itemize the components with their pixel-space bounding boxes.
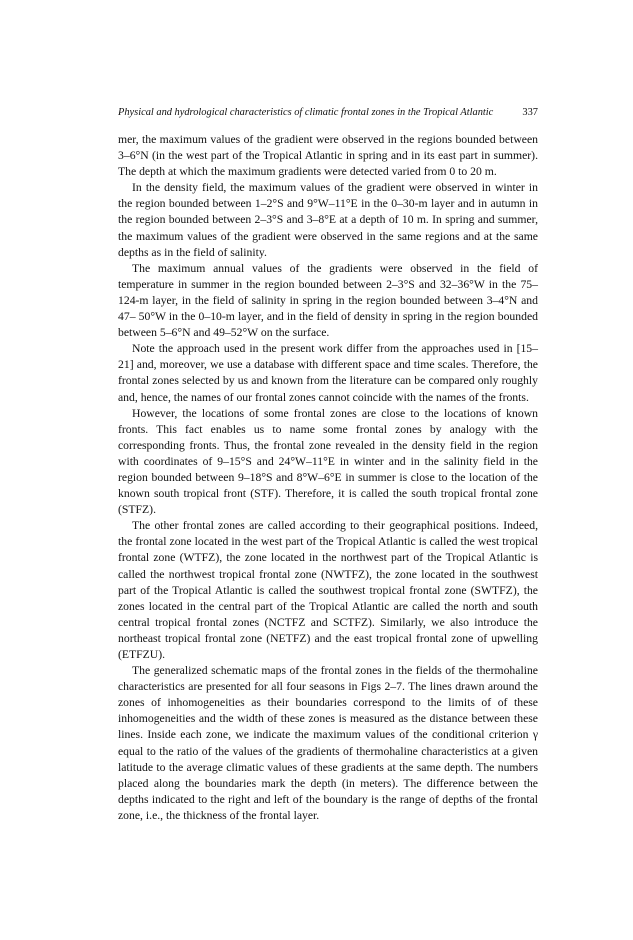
paragraph-known-fronts: However, the locations of some frontal zones are close to the locations of known fronts. This fact enables us to name some frontal zones by analogy with the corresponding fronts. Thus, the frontal zone revealed in the density field in the region with coordinates of 9–15°S and 24°W–11°E in winter and in the salinity field in the region bounded between 9–18°S and 8°W–6°E in summer is close to the location of the known south tropical front (STF). Therefore, it is called the south tropical frontal zone (STFZ). — [118, 406, 538, 517]
page-number: 337 — [522, 107, 538, 118]
paragraph-annual-maxima: The maximum annual values of the gradients were observed in the field of temperature in summer in the region bounded between 2–3°S and 32–36°W in the 75–124-m layer, in the field of salinity in spring in the region bounded between 3–4°N and 47– 50°W in the 0–10-m layer, and in the field of density in spring in the region bounded between 5–6°N and 49–52°W on the surface. — [118, 261, 538, 340]
running-header — [118, 106, 538, 120]
body-text — [118, 132, 538, 824]
paragraph-approach-note: Note the approach used in the present work differ from the approaches used in [15–21] and, moreover, we use a database with different space and time scales. Therefore, the frontal zones selected by us and known from the literature can be compared only roughly and, hence, the names of our frontal zones cannot coincide with the names of the fronts. — [118, 342, 538, 404]
running-title: Physical and hydrological characteristics of climatic frontal zones in the Tropical Atlantic — [118, 107, 494, 118]
paragraph-schematic-maps: The generalized schematic maps of the frontal zones in the fields of the thermohaline characteristics are presented for all four seasons in Figs 2–7. The lines drawn around the zones of inhomogeneities as their boundaries correspond to the limits of of these inhomogeneities and the width of these zones is measured as the distance between these lines. Inside each zone, we indicate the maximum values of the conditional criterion γ equal to the ratio of the values of the gradients of thermohaline characteristics at a given latitude to the average climatic values of these gradients at the same depth. The numbers placed along the boundaries mark the depth (in meters). The difference between the depths indicated to the right and left of the boundary is the range of depths of the frontal zone, i.e., the thickness of the frontal layer. — [118, 664, 538, 822]
paragraph-zone-names: The other frontal zones are called according to their geographical positions. Indeed, the frontal zone located in the west part of the Tropical Atlantic is called the west tropical frontal zone (WTFZ), the zone located in the northwest part of the Tropical Atlantic is called the northwest tropical frontal zone (NWTFZ), the zone located in the southwest part of the Tropical Atlantic is called the southwest tropical frontal zone (SWTFZ), the zones located in the central part of the Tropical Atlantic are called the north and south central tropical frontal zones (NCTFZ and SCTFZ). Similarly, we also introduce the northeast tropical frontal zone (NETFZ) and the east tropical frontal zone of upwelling (ETFZU). — [118, 519, 538, 661]
paragraph-density-field: In the density field, the maximum values of the gradient were observed in winter in the region bounded between 1–2°S and 9°W–11°E in the 0–30-m layer and in autumn in the region bounded between 2–3°S and 3–8°E at a depth of 10 m. In spring and summer, the maximum values of the gradient were observed in the same regions and at the same depths as in the field of salinity. — [118, 181, 538, 259]
paragraph-continuation: mer, the maximum values of the gradient were observed in the regions bounded between 3–6°N (in the west part of the Tropical Atlantic in spring and in its east part in summer). The depth at which the maximum gradients were detected varied from 0 to 20 m. — [118, 133, 538, 179]
